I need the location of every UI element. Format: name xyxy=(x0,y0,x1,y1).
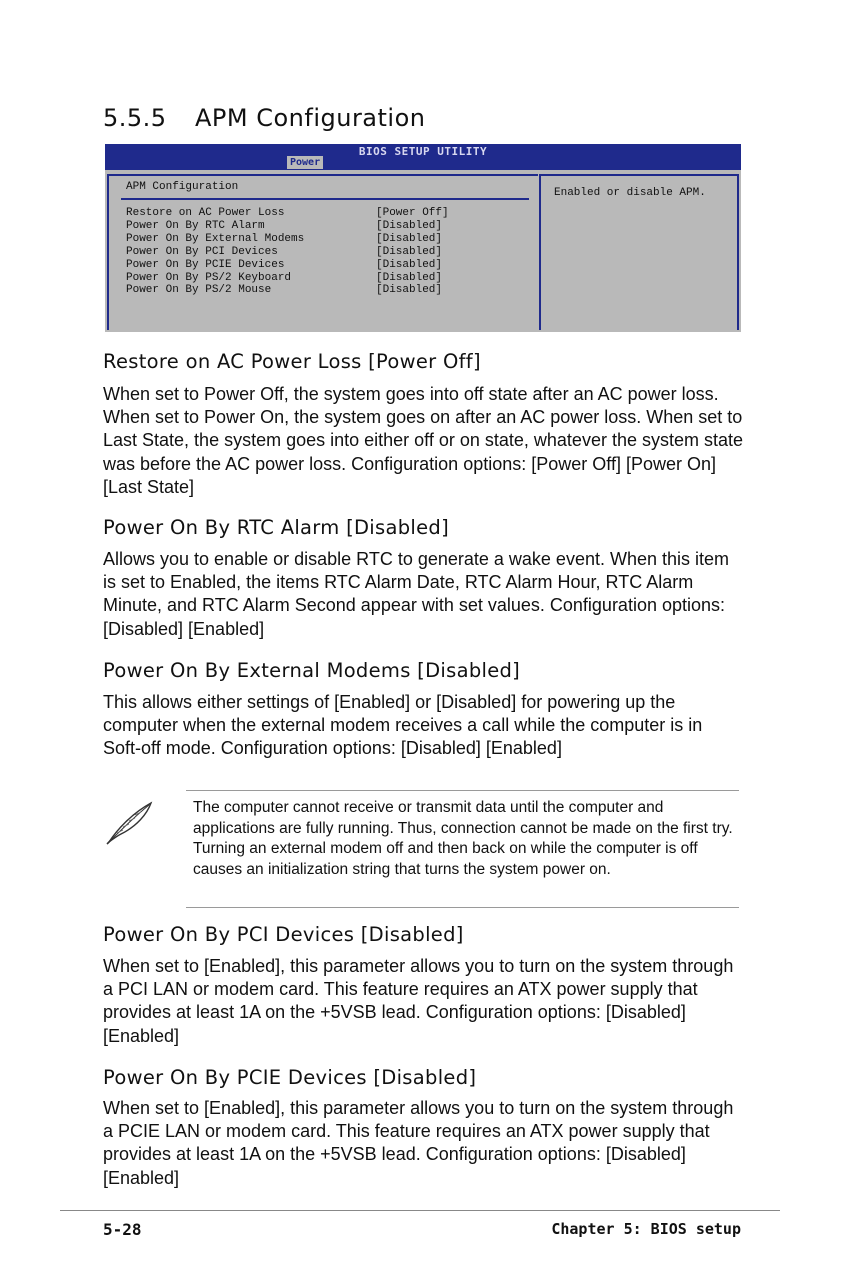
quill-note-icon xyxy=(103,800,155,846)
footer-rule xyxy=(60,1210,780,1211)
bios-item-list xyxy=(126,207,449,297)
bios-item-label: Power On By External Modems xyxy=(126,232,305,245)
bios-settings-panel xyxy=(107,174,538,330)
section-body: When set to [Enabled], this parameter allows you to turn on the system through a PCIE LAN or modem card. This feature requires an ATX power supply that provides at least 1A on the +5VSB lead. Configuration options: [Disabled] [Enabled] xyxy=(103,1098,734,1188)
bios-help-text: Enabled or disable APM. xyxy=(554,187,706,199)
bios-item-value[interactable]: [Disabled] xyxy=(376,232,443,245)
section-body: When set to Power Off, the system goes into off state after an AC power loss. When set to Power On, the system goes on after an AC power loss. When set to Last State, the system goes into either off or on state, whatever the system state was before the AC power loss. Configuration options: [Power Off] [Power On] [Last State] xyxy=(103,384,744,497)
bios-item-label: Power On By PCIE Devices xyxy=(126,258,285,271)
bios-title: BIOS SETUP UTILITY xyxy=(358,145,488,158)
bios-tab-power[interactable]: Power xyxy=(287,156,323,169)
bios-item[interactable] xyxy=(126,272,449,285)
note-bottom-rule xyxy=(186,907,739,908)
bios-help-panel xyxy=(539,174,739,330)
bios-item-label: Power On By PS/2 Mouse xyxy=(126,284,272,297)
section-title: Power On By PCI Devices [Disabled] xyxy=(103,923,464,946)
bios-screenshot xyxy=(105,144,741,332)
bios-item-value[interactable]: [Disabled] xyxy=(376,271,443,284)
bios-item-value[interactable]: [Power Off] xyxy=(376,207,449,219)
section-title: Power On By PCIE Devices [Disabled] xyxy=(103,1066,477,1089)
bios-item-value[interactable]: [Disabled] xyxy=(376,284,443,297)
section-body: Allows you to enable or disable RTC to generate a wake event. When this item is set to Enabled, the items RTC Alarm Date, RTC Alarm Hour, RTC Alarm Minute, and RTC Alarm Second appear with set values. Configuration options: [Disabled] [Enabled] xyxy=(103,549,730,639)
section-body: This allows either settings of [Enabled] or [Disabled] for powering up the computer when the external modem receives a call while the computer is in Soft-off mode. Configuration options: [Disabled] [Enabled] xyxy=(103,692,703,759)
bios-item[interactable] xyxy=(126,259,449,272)
section-title: Power On By External Modems [Disabled] xyxy=(103,659,521,682)
note-top-rule xyxy=(186,790,739,791)
page-number: 5-28 xyxy=(103,1220,142,1239)
bios-item-label: Power On By PCI Devices xyxy=(126,245,278,258)
section-body: When set to [Enabled], this parameter allows you to turn on the system through a PCI LAN or modem card. This feature requires an ATX power supply that provides at least 1A on the +5VSB lead. Configuration options: [Disabled] [Enabled] xyxy=(103,956,734,1046)
heading-title: APM Configuration xyxy=(195,104,426,132)
bios-divider xyxy=(121,198,529,200)
page-heading xyxy=(103,104,426,132)
bios-item-value[interactable]: [Disabled] xyxy=(376,258,443,271)
note-text: The computer cannot receive or transmit data until the computer and applications are fully running. Thus, connection cannot be made on the first try. Turning an external modem off and then back on while the computer is off causes an initialization string that turns the system power on. xyxy=(193,799,733,878)
bios-item[interactable] xyxy=(126,207,449,220)
bios-section-title: APM Configuration xyxy=(126,181,239,193)
bios-item-value[interactable]: [Disabled] xyxy=(376,219,443,232)
bios-item-label: Restore on AC Power Loss xyxy=(126,207,285,219)
bios-titlebar xyxy=(105,144,741,170)
bios-item[interactable] xyxy=(126,284,449,297)
bios-item[interactable] xyxy=(126,233,449,246)
bios-item-label: Power On By RTC Alarm xyxy=(126,219,265,232)
chapter-label: Chapter 5: BIOS setup xyxy=(551,1220,741,1238)
section-title: Power On By RTC Alarm [Disabled] xyxy=(103,516,449,539)
bios-item-value[interactable]: [Disabled] xyxy=(376,245,443,258)
bios-item[interactable] xyxy=(126,220,449,233)
heading-number: 5.5.5 xyxy=(103,104,167,132)
bios-item-label: Power On By PS/2 Keyboard xyxy=(126,271,292,284)
section-title: Restore on AC Power Loss [Power Off] xyxy=(103,350,481,373)
bios-item[interactable] xyxy=(126,246,449,259)
